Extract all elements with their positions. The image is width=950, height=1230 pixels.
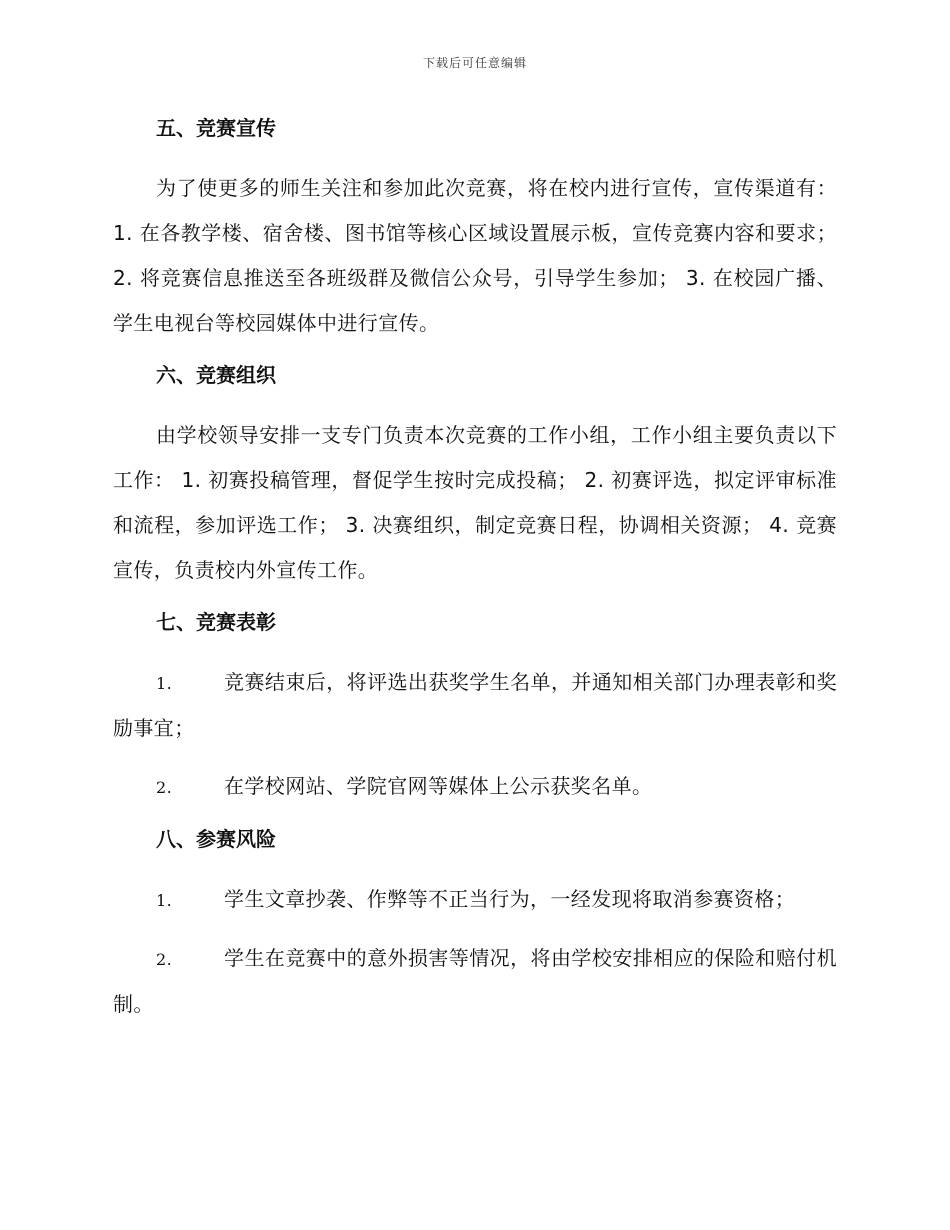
list-item-text: 竞赛结束后，将评选出获奖学生名单，并通知相关部门办理表彰和奖励事宜； xyxy=(113,670,837,740)
section-heading: 七、竞赛表彰 xyxy=(156,610,276,634)
section-heading: 八、参赛风险 xyxy=(156,827,276,851)
section-heading: 五、竞赛宣传 xyxy=(156,116,276,140)
list-item-text: 学生文章抄袭、作弊等不正当行为，一经发现将取消参赛资格； xyxy=(224,887,796,911)
section-heading: 六、竞赛组织 xyxy=(156,363,276,387)
list-item-number: 1. xyxy=(156,891,173,910)
list-item-number: 2. xyxy=(156,778,173,797)
section-organization xyxy=(113,359,837,593)
list-item xyxy=(113,936,837,1027)
section-paragraph: 为了使更多的师生关注和参加此次竞赛，将在校内进行宣传，宣传渠道有： 1. 在各教学楼、宿舍楼、图书馆等核心区域设置展示板，宣传竞赛内容和要求； 2. 将竞赛信息推送至各班级群及微信公众号，引导学生参加； 3. 在校园广播、学生电视台等校园媒体中进行宣传。 xyxy=(113,176,837,335)
list-item-text: 在学校网站、学院官网等媒体上公示获奖名单。 xyxy=(224,774,653,798)
list-item xyxy=(113,877,837,923)
list-item-number: 1. xyxy=(156,674,173,693)
page-header: 下载后可任意编辑 xyxy=(422,56,527,70)
list-item-number: 2. xyxy=(156,950,173,969)
list-item xyxy=(113,660,837,751)
section-paragraph: 由学校领导安排一支专门负责本次竞赛的工作小组，工作小组主要负责以下工作： 1. 初赛投稿管理，督促学生按时完成投稿； 2. 初赛评选，拟定评审标准和流程，参加评选工作； 3. 决赛组织，制定竞赛日程，协调相关资源； 4. 竞赛宣传，负责校内外宣传工作。 xyxy=(113,423,837,582)
list-item xyxy=(113,764,837,810)
section-awards xyxy=(113,606,837,810)
list-item-text: 学生在竞赛中的意外损害等情况，将由学校安排相应的保险和赔付机制。 xyxy=(113,946,837,1016)
section-publicity xyxy=(113,112,837,346)
section-risks xyxy=(113,823,837,1027)
document-body xyxy=(113,112,837,1027)
